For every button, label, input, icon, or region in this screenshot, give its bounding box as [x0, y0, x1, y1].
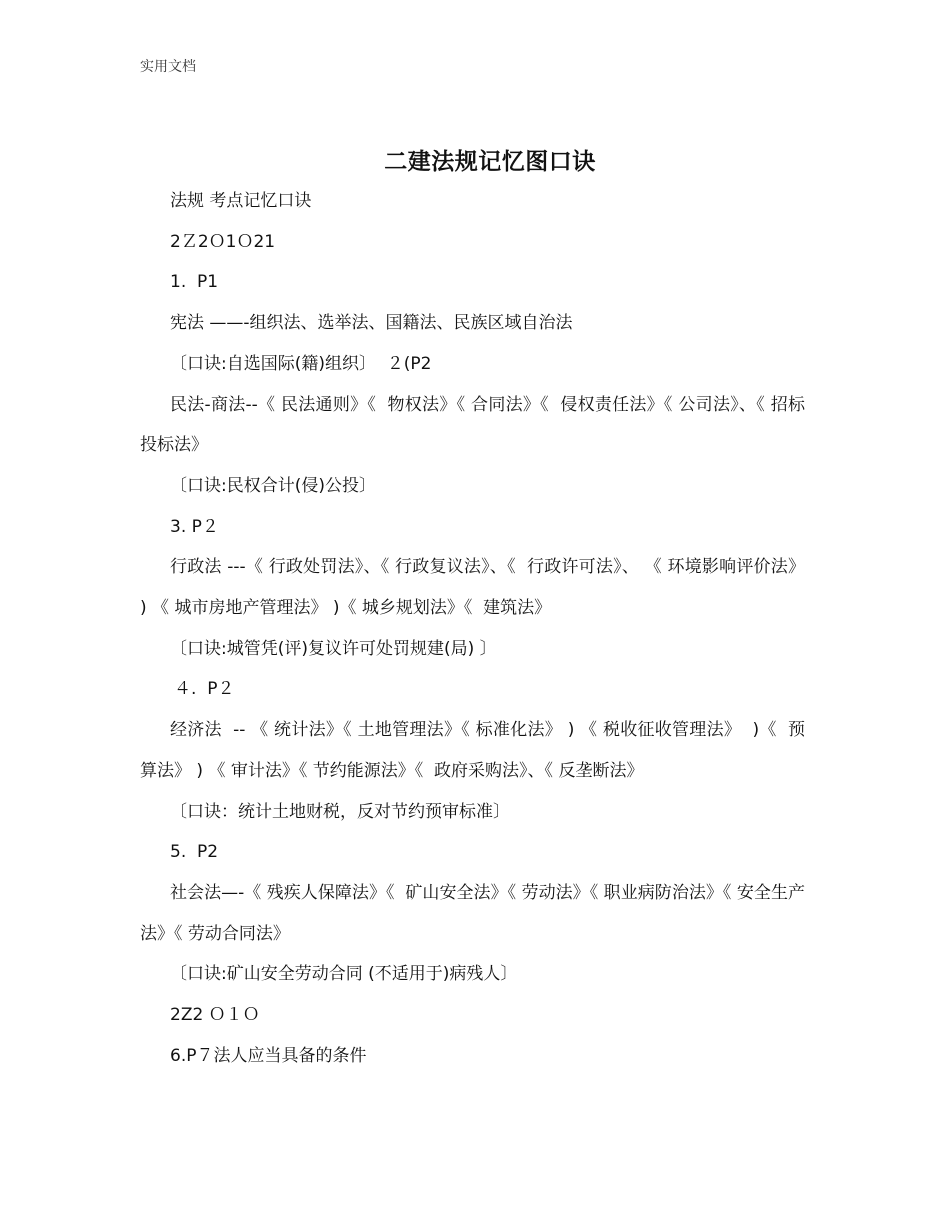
paragraph: 5. P2	[170, 842, 219, 863]
paragraph: 宪法 ——-组织法、选举法、国籍法、民族区域自治法	[170, 313, 573, 334]
page-header-label: 实用文档	[140, 59, 196, 75]
document-title: 二建法规记忆图口诀	[384, 149, 596, 175]
paragraph: 〔口诀：统计土地财税，反对节约预审标准〕	[170, 801, 510, 822]
document-body	[140, 181, 816, 1076]
paragraph: 社会法—-《 残疾人保障法》《 矿山安全法》《 劳动法》《 职业病防治法》《 安全生产法》《 劳动合同法》	[140, 882, 805, 944]
paragraph: 法规 考点记忆口诀	[170, 191, 312, 211]
paragraph: 行政法 ---《 行政处罚法》、《 行政复议法》、《 行政许可法》、 《 环境影响评价法》 ) 《 城市房地产管理法》 )《 城乡规划法》《 建筑法》	[140, 557, 816, 619]
paragraph: 经济法 -- 《 统计法》《 土地管理法》《 标准化法》 ) 《 税收征收管理法》 )《 预算法》 ) 《 审计法》《 节约能源法》《 政府采购法》、《 反垄断法》	[140, 720, 806, 781]
paragraph: 〔口诀:民权合计(侵)公投〕	[170, 475, 376, 496]
paragraph: 民法-商法--《 民法通则》《 物权法》《 合同法》《 侵权责任法》《 公司法》、《 招标投标法》	[140, 394, 805, 456]
paragraph: 2Ｚ2Ｏ1Ｏ21	[170, 231, 276, 252]
paragraph: 〔口诀:自选国际(籍)组织〕 ２(P2	[170, 353, 432, 374]
paragraph: ４. P２	[174, 679, 235, 700]
paragraph: 2Z2 Ｏ１Ｏ	[170, 1005, 260, 1026]
paragraph: 1. P1	[170, 272, 219, 293]
paragraph: 〔口诀:矿山安全劳动合同 (不适用于)病残人〕	[170, 964, 518, 985]
paragraph: 〔口诀:城管凭(评)复议许可处罚规建(局) 〕	[170, 638, 497, 659]
paragraph: 6.P７法人应当具备的条件	[170, 1045, 367, 1066]
paragraph: 3. P２	[170, 516, 219, 537]
